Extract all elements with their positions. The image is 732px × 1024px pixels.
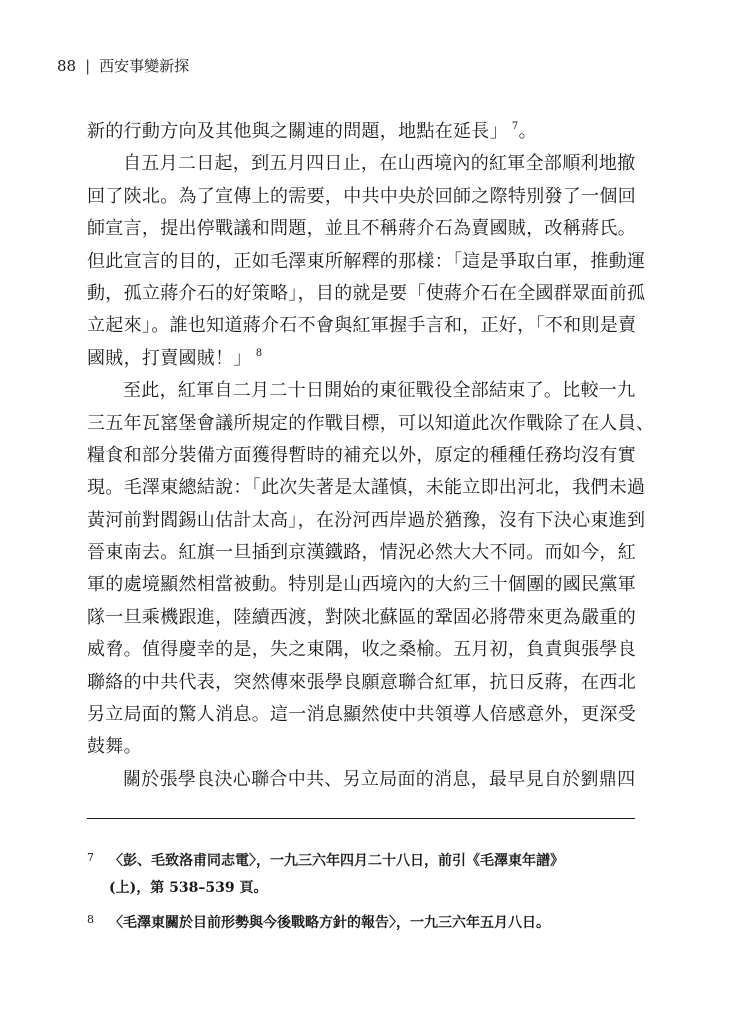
footnote-ref: 8 xyxy=(255,347,263,359)
footnote-number: 7 xyxy=(87,851,94,864)
book-title: 西安事變新探 xyxy=(99,57,190,75)
line-text: 黃河前對閻錫山估計太高」，在汾河西岸過於猶豫，沒有下決心東進到 xyxy=(87,509,646,531)
text-line xyxy=(87,537,647,569)
line-text: 立起來」。誰也知道蔣介石不會與紅軍握手言和，正好，「不和則是賣 xyxy=(87,315,637,337)
footnote-text: 〈毛澤東關於目前形勢與今後戰略方針的報告〉，一九三六年五月八日。 xyxy=(109,915,550,931)
footnote-text: 〈彭、毛致洛甫同志電〉，一九三六年四月二十八日，前引《毛澤東年譜》 xyxy=(109,853,564,869)
footnote-number: 8 xyxy=(87,913,94,926)
text-line xyxy=(87,408,655,440)
line-text: 至此，紅軍自二月二十日開始的東征戰役全部結束了。比較一九 xyxy=(123,380,636,402)
line-text: 自五月二日起，到五月四日止，在山西境內的紅軍全部順利地撤 xyxy=(123,153,636,175)
line-text: 現。毛澤東總結說：「此次失著是太謹慎，未能立即出河北，我們未過 xyxy=(87,477,646,499)
text-line xyxy=(87,310,647,342)
line-tail: 。 xyxy=(518,121,537,142)
text-line xyxy=(87,181,647,213)
line-text: 隊一旦乘機跟進，陸續西渡，對陝北蘇區的鞏固必將帶來更為嚴重的 xyxy=(87,606,636,628)
page-number: 88 xyxy=(57,57,77,75)
body-text xyxy=(87,116,655,796)
text-line xyxy=(87,764,647,796)
line-text: 師宣言，提出停戰議和問題，並且不稱蔣介石為賣國賊，改稱蔣氏。 xyxy=(87,218,636,240)
text-line xyxy=(87,278,647,310)
text-line xyxy=(87,667,647,699)
line-text: 但此宣言的目的，正如毛澤東所解釋的那樣：「這是爭取白軍，推動運 xyxy=(87,250,646,272)
line-text: 關於張學良決心聯合中共、另立局面的消息，最早見自於劉鼎四 xyxy=(123,768,636,790)
text-line xyxy=(87,148,647,180)
header-separator: | xyxy=(85,57,91,75)
text-line xyxy=(87,569,647,601)
text-line xyxy=(87,116,647,148)
text-line xyxy=(87,731,647,763)
line-text: 另立局面的驚人消息。這一消息顯然使中共領導人倍感意外，更深受 xyxy=(87,704,636,726)
line-text: 國賊，打賣國賊！」 xyxy=(87,347,252,369)
line-text: 鼓舞。 xyxy=(87,736,142,758)
text-line xyxy=(87,246,647,278)
line-text: 回了陝北。為了宣傳上的需要，中共中央於回師之際特別發了一個回 xyxy=(87,185,636,207)
line-text: 軍的處境顯然相當被動。特別是山西境內的大約三十個團的國民黨軍 xyxy=(87,574,636,596)
line-text: 聯絡的中共代表，突然傳來張學良願意聯合紅軍，抗日反蔣，在西北 xyxy=(87,671,636,693)
text-line xyxy=(87,375,647,407)
text-line xyxy=(87,472,647,504)
footnote-ref: 7 xyxy=(511,121,519,132)
text-line xyxy=(87,699,647,731)
text-line xyxy=(87,634,647,666)
text-line xyxy=(87,505,647,537)
text-line xyxy=(87,213,647,245)
footnote-text-continued: (上)，第 538–539 頁。 xyxy=(109,880,268,896)
footnote-rule xyxy=(87,818,635,819)
line-text: 三五年瓦窰堡會議所規定的作戰目標，可以知道此次作戰除了在人員、 xyxy=(87,412,655,434)
line-text: 新的行動方向及其他與之關連的問題，地點在延長」 xyxy=(87,121,508,142)
line-text: 威脅。值得慶幸的是，失之東隅，收之桑榆。五月初，負責與張學良 xyxy=(87,639,636,661)
footnote-8 xyxy=(87,910,647,937)
line-text: 動，孤立蔣介石的好策略」，目的就是要「使蔣介石在全國群眾面前孤 xyxy=(87,282,646,304)
text-line xyxy=(87,440,647,472)
running-header xyxy=(57,56,189,76)
footnote-7 xyxy=(87,848,647,902)
line-text: 糧食和部分裝備方面獲得暫時的補充以外，原定的種種任務均沒有實 xyxy=(87,444,636,466)
text-line xyxy=(87,602,647,634)
text-line xyxy=(87,343,647,375)
footnotes xyxy=(87,848,647,937)
line-text: 晉東南去。紅旗一旦插到京漢鐵路，情況必然大大不同。而如今，紅 xyxy=(87,542,636,564)
